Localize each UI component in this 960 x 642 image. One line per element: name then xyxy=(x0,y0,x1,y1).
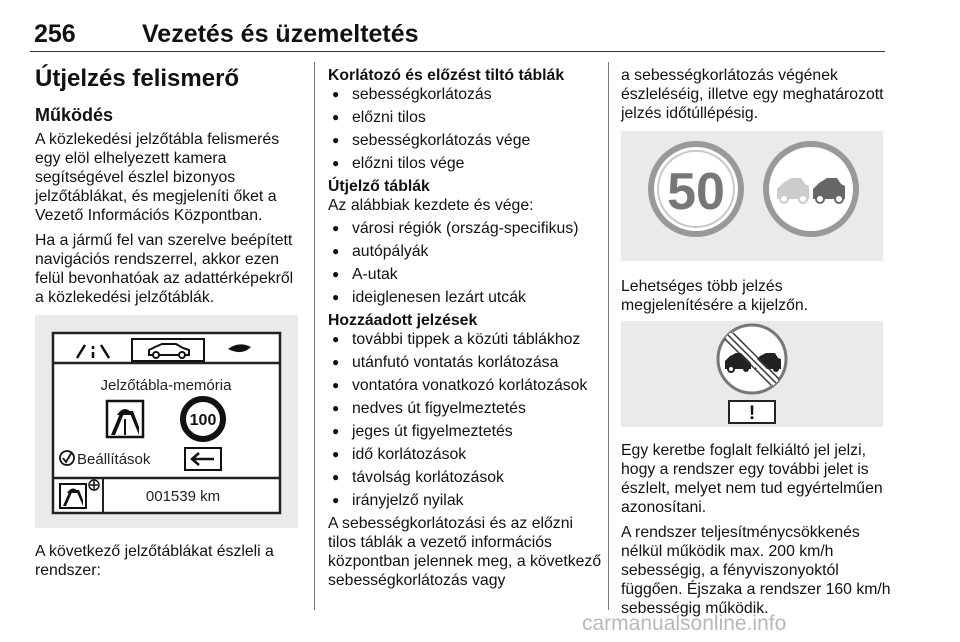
road-signs-intro: Az alábbiak kezdete és vége: xyxy=(328,197,534,214)
list-item: ● sebességkorlátozás xyxy=(328,85,603,104)
column-divider-1 xyxy=(314,62,315,610)
motorway-sign-icon xyxy=(107,401,143,437)
column-divider-2 xyxy=(608,62,609,610)
section-title: Útjelzés felismerő xyxy=(35,65,240,92)
paragraph-detected-signs: A következő jelzőtáblákat észleli a rendszer: xyxy=(35,543,274,579)
list-item: ● sebességkorlátozás vége xyxy=(328,131,603,150)
column-1 xyxy=(35,60,305,586)
paragraph-intro: A közlekedési jelzőtábla felismerés egy elöl elhelyezett kamera segítségével észlel bizonyos jelzőtáblákat, és megjeleníti őket a Vezető Információs Központban. xyxy=(35,131,280,224)
restriction-signs-list xyxy=(328,85,603,173)
list-item: ● további tippek a közúti táblákhoz xyxy=(328,330,603,349)
paragraph-navigation: Ha a jármű fel van szerelve beépített navigációs rendszerrel, akkor ezen felül bevonhatóak az adattérképekről a közlekedési jelzőtáblák. xyxy=(35,232,294,306)
page-number: 256 xyxy=(34,20,76,48)
heading-added-signs: Hozzáadott jelzések xyxy=(328,312,478,329)
page-header xyxy=(30,20,930,50)
paragraph-unidentified-sign: Egy keretbe foglalt felkiáltó jel jelzi, hogy a rendszer egy további jelet is észlelt, melyet nem tud egyértelműen azonosítani. xyxy=(621,442,883,516)
motorway-small-icon xyxy=(60,484,86,508)
settings-label[interactable]: Beállítások xyxy=(77,451,151,468)
section-subtitle: Működés xyxy=(35,105,114,125)
list-item: ● jeges út figyelmeztetés xyxy=(328,422,603,441)
list-item: ● utánfutó vontatás korlátozása xyxy=(328,353,603,372)
paragraph-display-continuation: A sebességkorlátozási és az előzni tilos táblák a vezető információs központban jelennek meg, a következő sebességkorlátozás vagy xyxy=(328,515,602,589)
end-no-overtaking-sign-icon xyxy=(718,325,786,393)
running-title: Vezetés és üzemeltetés xyxy=(142,20,419,48)
nav-sign-icon xyxy=(89,480,99,490)
column-2 xyxy=(328,60,603,596)
column-3 xyxy=(621,60,891,624)
speed-limit-value: 100 xyxy=(189,412,217,429)
odometer-readout: 001539 km xyxy=(145,488,221,505)
memory-label: Jelzőtábla-memória xyxy=(100,377,232,394)
road-signs-list xyxy=(328,219,603,307)
list-item: ● autópályák xyxy=(328,242,603,261)
no-overtaking-sign-icon xyxy=(763,141,859,237)
list-item: ● ideiglenesen lezárt utcák xyxy=(328,288,603,307)
paragraph-multiple-signs: Lehetséges több jelzés megjelenítésére a kijelzőn. xyxy=(621,278,809,314)
exclamation-frame-icon xyxy=(729,401,775,424)
list-item: ● irányjelző nyilak xyxy=(328,491,603,510)
heading-road-signs: Útjelző táblák xyxy=(328,178,430,195)
speed-limit-50-sign-icon xyxy=(648,141,744,237)
signs-illustration xyxy=(621,131,883,261)
list-item: ● A-utak xyxy=(328,265,603,284)
list-item: ● előzni tilos vége xyxy=(328,154,603,173)
end-restriction-illustration xyxy=(621,321,883,427)
list-item: ● távolság korlátozások xyxy=(328,468,603,487)
watermark: carmanualsonline.info xyxy=(582,612,787,635)
multiple-signs-figure xyxy=(621,131,883,261)
paragraph-speed-range: A rendszer teljesítménycsökkenés nélkül működik max. 200 km/h sebességig, a fényviszonyoktól függően. Éjszaka a rendszer 160 km/h sebességig működik. xyxy=(621,524,891,617)
list-item: ● nedves út figyelmeztetés xyxy=(328,399,603,418)
exclamation-mark: ! xyxy=(748,403,756,424)
selected-tab-frame xyxy=(132,339,204,361)
list-item: ● idő korlátozások xyxy=(328,445,603,464)
speed-limit-sign-icon xyxy=(183,399,223,439)
heading-restriction-signs: Korlátozó és előzést tiltó táblák xyxy=(328,67,565,84)
display-illustration xyxy=(35,315,298,528)
header-rule xyxy=(30,51,885,52)
driver-info-display-figure xyxy=(35,315,298,528)
end-of-restriction-figure xyxy=(621,321,883,427)
list-item: ● előzni tilos xyxy=(328,108,603,127)
back-arrow-icon[interactable] xyxy=(185,448,221,470)
list-item: ● városi régiók (ország-specifikus) xyxy=(328,219,603,238)
added-signs-list xyxy=(328,330,603,510)
list-item: ● vontatóra vonatkozó korlátozások xyxy=(328,376,603,395)
speed-limit-50-value: 50 xyxy=(667,163,725,221)
paragraph-continued: a sebességkorlátozás végének észleléséig, illetve egy meghatározott jelzés időtúllépésig. xyxy=(621,67,884,122)
